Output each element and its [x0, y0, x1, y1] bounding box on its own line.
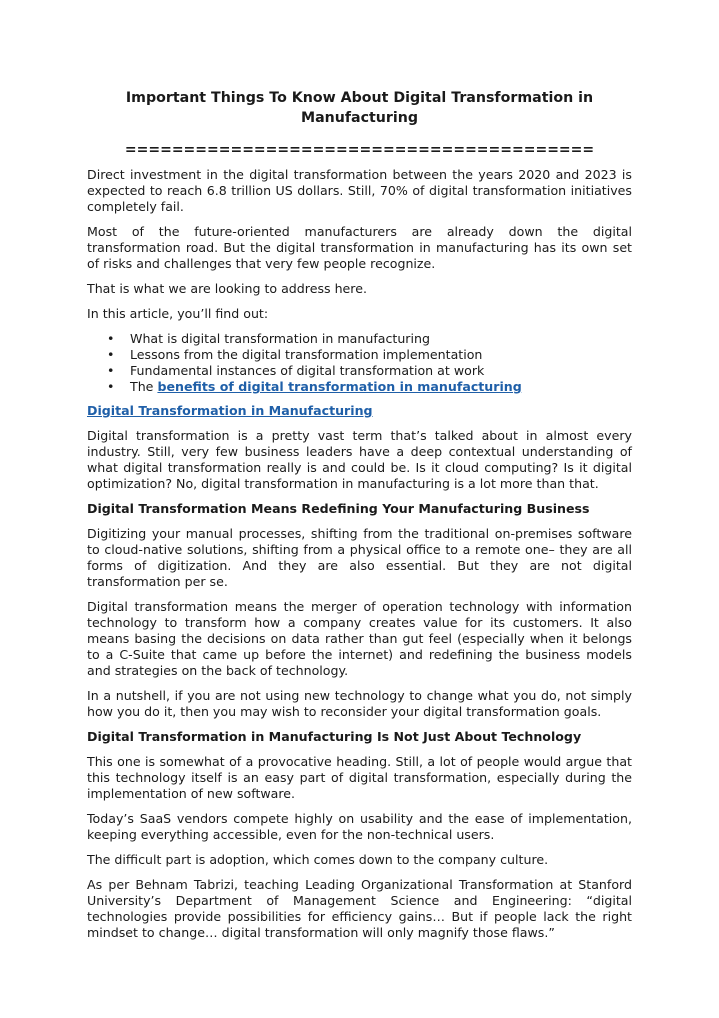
section3-paragraph-1: This one is somewhat of a provocative heading. Still, a lot of people would argue that this technology itself is an easy part of digital transformation, especially during the implementation of new software. — [87, 754, 632, 801]
section3-paragraph-2: Today’s SaaS vendors compete highly on usability and the ease of implementation, keeping everything accessible, even for the non-technical users. — [87, 811, 632, 842]
list-item-prefix: The — [130, 379, 158, 394]
list-item — [107, 347, 632, 363]
section3-paragraph-4: As per Behnam Tabrizi, teaching Leading Organizational Transformation at Stanford University’s Department of Management Science and Engineering: “digital technologies provide possibilities for efficiency gains… But if people lack the right mindset to change… digital transformation will only magnify those flaws.” — [87, 877, 632, 940]
intro-paragraph-3: That is what we are looking to address here. — [87, 281, 367, 296]
list-item — [107, 331, 632, 347]
intro-paragraph-1: Direct investment in the digital transformation between the years 2020 and 2023 is expected to reach 6.8 trillion US dollars. Still, 70% of digital transformation initiatives completely fail. — [87, 167, 632, 214]
title-divider: ======================================== — [124, 142, 595, 158]
article-contents-list — [87, 331, 632, 395]
list-item — [107, 379, 632, 395]
document-title: Important Things To Know About Digital Transformation in Manufacturing — [125, 90, 594, 126]
bullet-icon: • — [107, 347, 115, 362]
list-item-text: What is digital transformation in manufacturing — [130, 331, 430, 346]
list-item-text: Fundamental instances of digital transformation at work — [130, 363, 485, 378]
bullet-icon: • — [107, 363, 115, 378]
list-item-text: Lessons from the digital transformation implementation — [130, 347, 483, 362]
section3-heading: Digital Transformation in Manufacturing Is Not Just About Technology — [87, 729, 582, 744]
section2-heading: Digital Transformation Means Redefining Your Manufacturing Business — [87, 501, 590, 516]
section2-paragraph-3: In a nutshell, if you are not using new technology to change what you do, not simply how you do it, then you may wish to reconsider your digital transformation goals. — [87, 688, 632, 719]
section3-paragraph-3: The difficult part is adoption, which comes down to the company culture. — [87, 852, 549, 867]
list-item — [107, 363, 632, 379]
digital-transformation-heading-link[interactable]: Digital Transformation in Manufacturing — [87, 403, 373, 418]
section2-paragraph-1: Digitizing your manual processes, shifting from the traditional on-premises software to cloud-native solutions, shifting from a physical office to a remote one– they are all forms of digitization. And they are also essential. But they are not digital transformation per se. — [87, 526, 632, 589]
bullet-icon: • — [107, 331, 115, 346]
intro-paragraph-4: In this article, you’ll find out: — [87, 306, 269, 321]
section-heading-digital-transformation — [87, 403, 632, 419]
section2-paragraph-2: Digital transformation means the merger of operation technology with information technology to transform how a company creates value for its customers. It also means basing the decisions on data rather than gut feel (especially when it belongs to a C-Suite that came up before the internet) and redefining the business models and strategies on the back of technology. — [87, 599, 632, 678]
intro-paragraph-2: Most of the future-oriented manufacturers are already down the digital transformation road. But the digital transformation in manufacturing has its own set of risks and challenges that very few people recognize. — [87, 224, 632, 271]
benefits-link[interactable]: benefits of digital transformation in manufacturing — [157, 379, 522, 394]
section1-paragraph: Digital transformation is a pretty vast term that’s talked about in almost every industry. Still, very few business leaders have a deep contextual understanding of what digital transformation really is and could be. Is it cloud computing? Is it digital optimization? No, digital transformation in manufacturing is a lot more than that. — [87, 428, 632, 491]
bullet-icon: • — [107, 379, 115, 394]
